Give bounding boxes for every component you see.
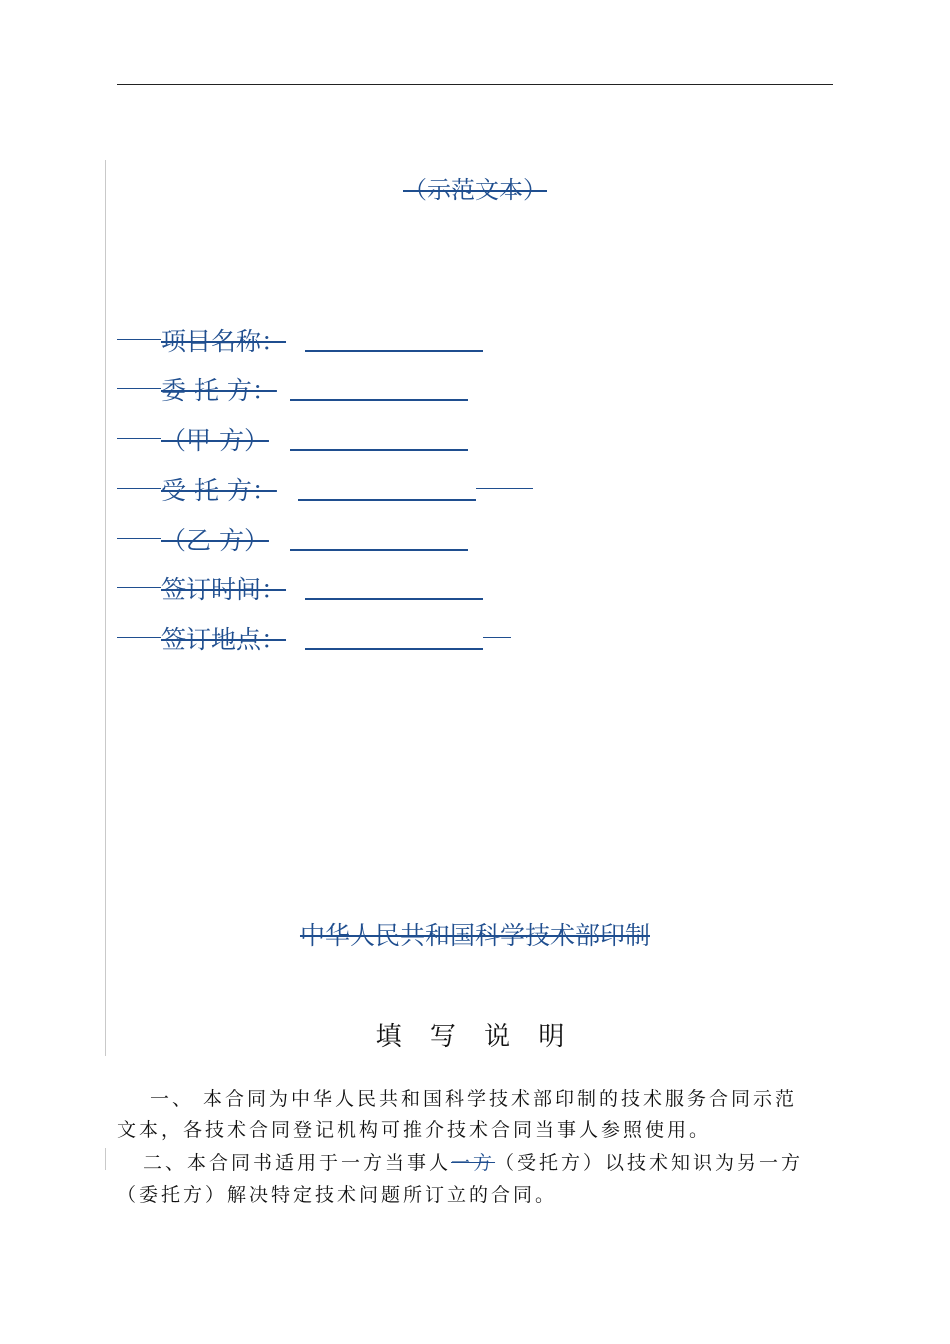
field-label: 签订时间：	[161, 575, 287, 604]
paragraph-text: 二、本合同书适用于一方当事人	[143, 1152, 452, 1174]
instruction-paragraph-1-line-2: 文本，各技术合同登记机构可推介技术合同当事人参照使用。	[117, 1119, 712, 1141]
field-client	[117, 371, 577, 405]
instruction-paragraph-2-line-2: （委托方）解决特定技术问题所订立的合同。	[117, 1184, 558, 1206]
fill-in-blank[interactable]	[290, 385, 468, 401]
fill-in-blank[interactable]	[305, 584, 483, 600]
publisher-text: 中华人民共和国科学技术部印制	[299, 921, 650, 950]
field-contractor	[117, 471, 577, 505]
field-label: （乙 方）	[161, 526, 269, 555]
document-subtitle	[0, 170, 950, 205]
header-rule	[117, 84, 833, 85]
field-party-a	[117, 421, 577, 455]
field-sign-place	[117, 620, 577, 654]
change-bar	[105, 1148, 106, 1170]
fill-in-blank[interactable]	[298, 485, 476, 501]
publisher-line	[0, 916, 950, 952]
field-project-name	[117, 322, 577, 356]
field-label: 项目名称：	[161, 327, 287, 356]
fill-in-blank[interactable]	[290, 435, 468, 451]
subtitle-text: （示范文本）	[403, 176, 547, 204]
instruction-paragraph-1-line-1: 一、 本合同为中华人民共和国科学技术部印制的技术服务合同示范	[150, 1088, 798, 1110]
fill-in-blank[interactable]	[305, 634, 483, 650]
paragraph-text: （受托方）以技术知识为另一方	[495, 1152, 804, 1174]
field-label: 受 托 方：	[161, 476, 277, 505]
instruction-paragraph-2-line-1	[143, 1148, 803, 1175]
fill-in-blank[interactable]	[290, 535, 468, 551]
deleted-text: 一方	[451, 1152, 496, 1174]
fill-in-blank[interactable]	[305, 336, 483, 352]
field-label: 签订地点：	[161, 625, 287, 654]
field-label: （甲 方）	[161, 426, 269, 455]
field-party-b	[117, 521, 577, 555]
field-label: 委 托 方：	[161, 376, 277, 405]
field-sign-date	[117, 570, 577, 604]
instructions-title: 填 写 说 明	[375, 1022, 575, 1052]
